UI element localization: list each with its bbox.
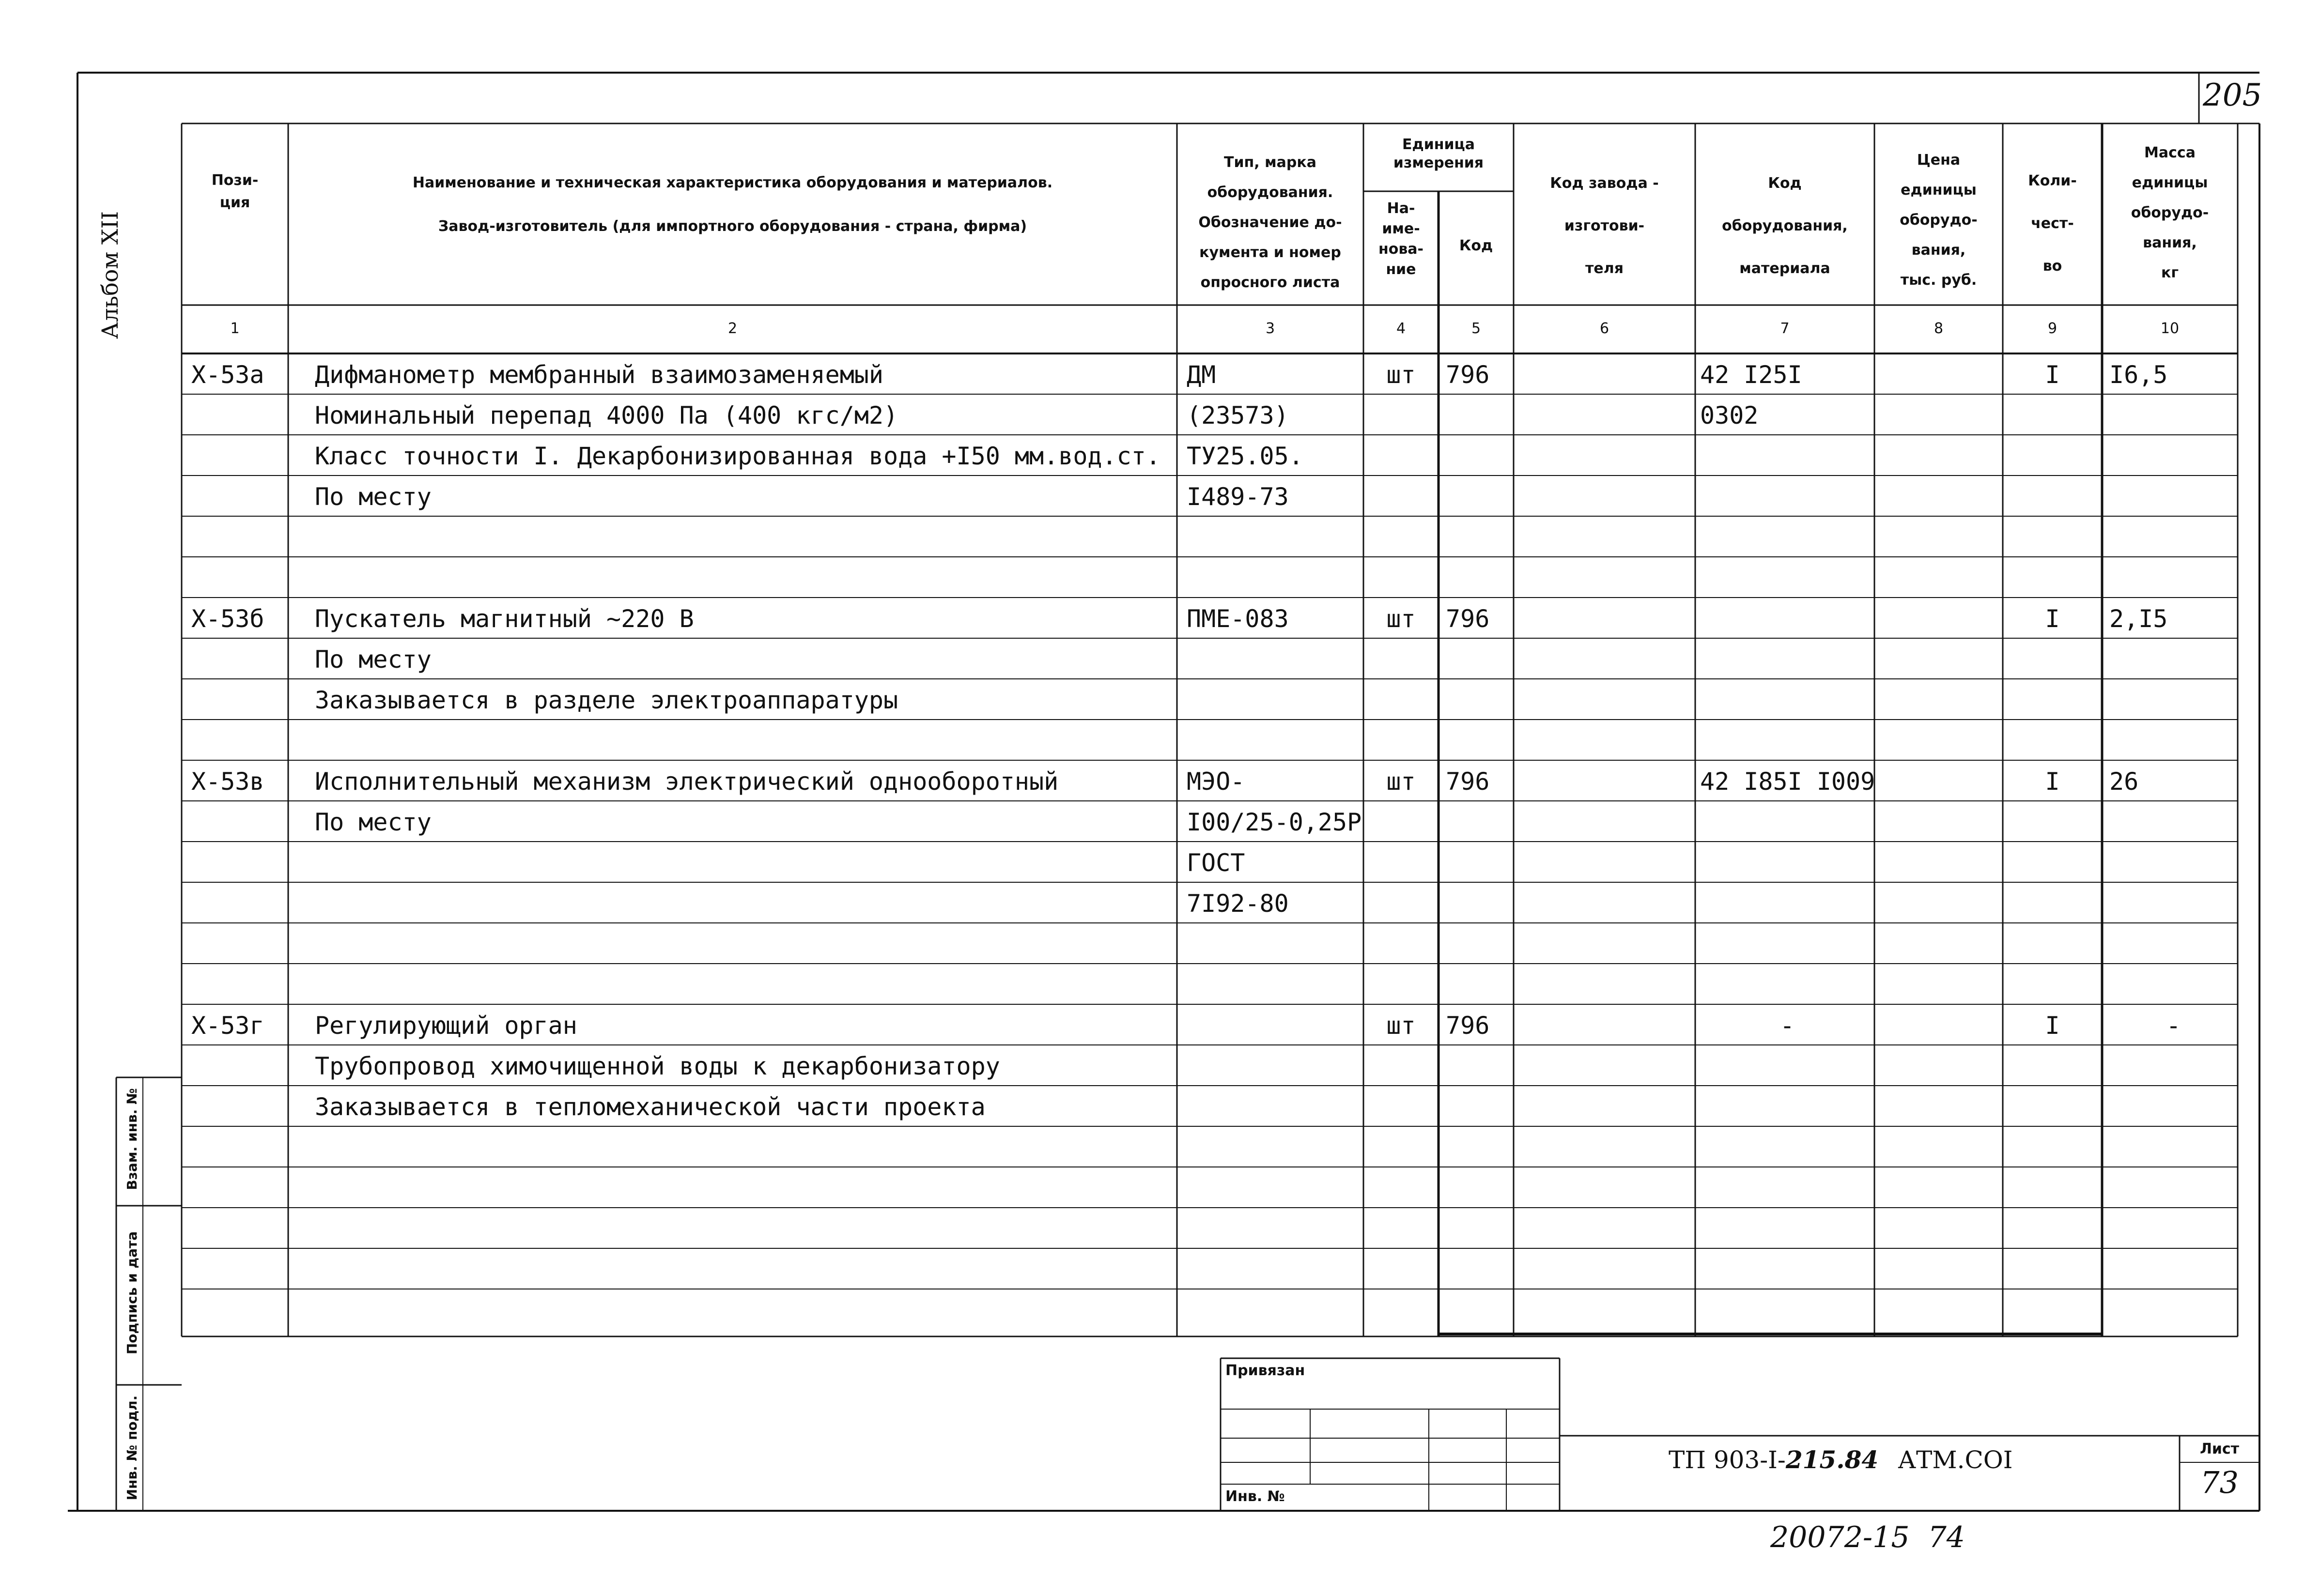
cell-equip: 42 I85I I009 [1700,767,1875,796]
cell-unit: шт [1386,1012,1416,1040]
cell-unit: шт [1386,361,1416,389]
cell-equip: 0302 [1700,401,1759,430]
cell-unit: шт [1386,767,1416,796]
cell-name: Пускатель магнитный ~220 В [315,605,694,633]
cell-mass: I6,5 [2109,361,2168,389]
cell-name: По месту [315,808,432,836]
cell-mass: 2,I5 [2109,605,2168,633]
cell-mass: - [2166,1012,2181,1040]
header-quantity: Коли- чест- во [2028,172,2077,275]
cell-type: 7I92-80 [1187,890,1289,918]
header-unit-name: На- име- нова- ние [1378,200,1424,278]
cell-type: I00/25-0,25Р [1187,808,1362,836]
cell-type: ТУ25.05. [1187,442,1303,470]
cell-pos: Х-53а [191,361,264,389]
title-inv-no: Инв. № [1225,1488,1285,1505]
cell-pos: Х-53в [191,767,264,796]
cell-type: ГОСТ [1187,849,1245,877]
colnum-8: 8 [1934,320,1944,337]
colnum-2: 2 [727,320,738,337]
cell-type: I489-73 [1187,483,1289,511]
cell-name: Класс точности I. Декарбонизированная вода +I50 мм.вод.ст. [315,442,1160,470]
cell-name: Заказывается в тепломеханической части проекта [315,1093,986,1121]
cell-name: По месту [315,483,432,511]
cell-name: Заказывается в разделе электроаппаратуры [315,686,898,714]
document-code-handwritten: 215.84 [1785,1445,1879,1474]
header-unit-group: Единица измерения [1393,136,1484,171]
cell-type: ПМЕ-083 [1187,605,1289,633]
cell-unit: шт [1386,605,1416,633]
cell-pos: Х-53г [191,1012,264,1040]
cell-name: Дифманометр мембранный взаимозаменяемый [315,361,883,389]
header-mass: Масса единицы оборудо- вания, кг [2131,144,2209,281]
cell-qty: I [2045,361,2060,389]
colnum-5: 5 [1471,320,1481,337]
cell-name: Регулирующий орган [315,1012,577,1040]
cell-code: 796 [1446,767,1490,796]
cell-name: Трубопровод химочищенной воды к декарбонизатору [315,1052,1000,1080]
album-label: Альбом XII [97,211,123,339]
sheet-label: Лист [2199,1441,2240,1458]
header-position: Пози- ция [211,172,259,211]
header-unit-code: Код [1459,237,1493,254]
header-type: Тип, марка оборудования. Обозначение до- кумента и номер опросного листа [1198,154,1342,291]
colnum-10: 10 [2160,320,2180,337]
cell-code: 796 [1446,605,1490,633]
stamp-inv-podl: Инв. № подл. [124,1395,140,1501]
cell-qty: I [2045,767,2060,796]
document-code-suffix: АТМ.СОI [1898,1446,2013,1474]
cell-qty: I [2045,1012,2060,1040]
colnum-9: 9 [2047,320,2057,337]
cell-name: Номинальный перепад 4000 Па (400 кгс/м2) [315,401,898,430]
colnum-4: 4 [1396,320,1406,337]
cell-type: (23573) [1187,401,1289,430]
cell-pos: Х-53б [191,605,264,633]
colnum-7: 7 [1780,320,1790,337]
stamp-podpis-data: Подпись и дата [124,1231,140,1355]
sheet-number-top: 205 [2203,77,2262,113]
cell-code: 796 [1446,361,1490,389]
header-name-line1: Наименование и техническая характеристика оборудования и материалов. [412,174,1053,191]
header-equip-code: Код оборудования, материала [1722,175,1848,277]
header-name-line2: Завод-изготовитель (для импортного оборудования - страна, фирма) [438,218,1027,235]
cell-type: МЭО- [1187,767,1245,796]
cell-qty: I [2045,605,2060,633]
cell-name: Исполнительный механизм электрический однооборотный [315,767,1059,796]
footer-note: 20072-15 74 [1770,1520,1965,1554]
cell-mass: 26 [2109,767,2139,796]
cell-code: 796 [1446,1012,1490,1040]
cell-equip: 42 I25I [1700,361,1802,389]
sheet-value: 73 [2200,1465,2239,1500]
document-code-prefix: ТП 903-I- [1669,1446,1786,1474]
colnum-1: 1 [230,320,240,337]
colnum-3: 3 [1265,320,1275,337]
stamp-vzam-inv: Взам. инв. № [124,1088,140,1190]
header-price: Цена единицы оборудо- вания, тыс. руб. [1900,152,1978,289]
title-privyazan: Привязан [1225,1362,1305,1379]
cell-name: По месту [315,645,432,674]
header-maker-code: Код завода - изготови- теля [1550,175,1659,277]
cell-equip: - [1779,1012,1795,1040]
document-code [1669,1445,2013,1474]
cell-type: ДМ [1187,361,1216,389]
colnum-6: 6 [1599,320,1609,337]
